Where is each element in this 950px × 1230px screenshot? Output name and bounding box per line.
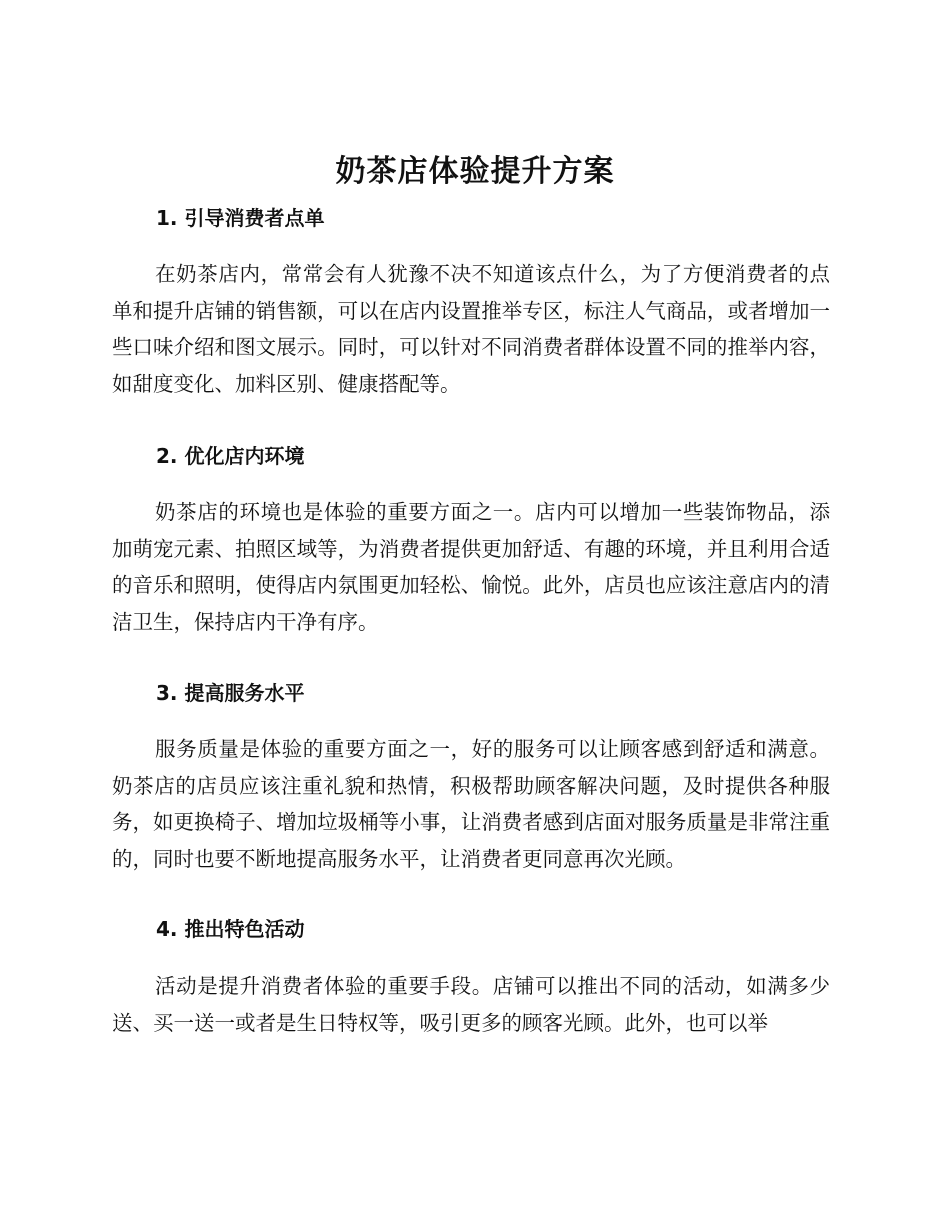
section-heading-4: 4. 推出特色活动 xyxy=(156,917,305,941)
section-paragraph-4: 活动是提升消费者体验的重要手段。店铺可以推出不同的活动，如满多少送、买一送一或者是生日特权等，吸引更多的顾客光顾。此外，也可以举 xyxy=(112,974,830,1035)
section-paragraph-3: 服务质量是体验的重要方面之一，好的服务可以让顾客感到舒适和满意。奶茶店的店员应该注重礼貌和热情，积极帮助顾客解决问题，及时提供各种服务，如更换椅子、增加垃圾桶等小事，让消费者感到店面对服务质量是非常注重的，同时也要不断地提高服务水平，让消费者更同意再次光顾。 xyxy=(112,737,830,871)
section-heading-1: 1. 引导消费者点单 xyxy=(156,206,325,230)
section-heading-3: 3. 提高服务水平 xyxy=(156,681,305,705)
section-paragraph-1: 在奶茶店内，常常会有人犹豫不决不知道该点什么，为了方便消费者的点单和提升店铺的销售额，可以在店内设置推举专区，标注人气商品，或者增加一些口味介绍和图文展示。同时，可以针对不同消费者群体设置不同的推举内容，如甜度变化、加料区别、健康搭配等。 xyxy=(112,262,830,396)
section-heading-2: 2. 优化店内环境 xyxy=(156,444,305,468)
document-title: 奶茶店体验提升方案 xyxy=(335,154,615,189)
section-paragraph-2: 奶茶店的环境也是体验的重要方面之一。店内可以增加一些装饰物品，添加萌宠元素、拍照区域等，为消费者提供更加舒适、有趣的环境，并且利用合适的音乐和照明，使得店内氛围更加轻松、愉悦。此外，店员也应该注意店内的清洁卫生，保持店内干净有序。 xyxy=(112,500,830,634)
